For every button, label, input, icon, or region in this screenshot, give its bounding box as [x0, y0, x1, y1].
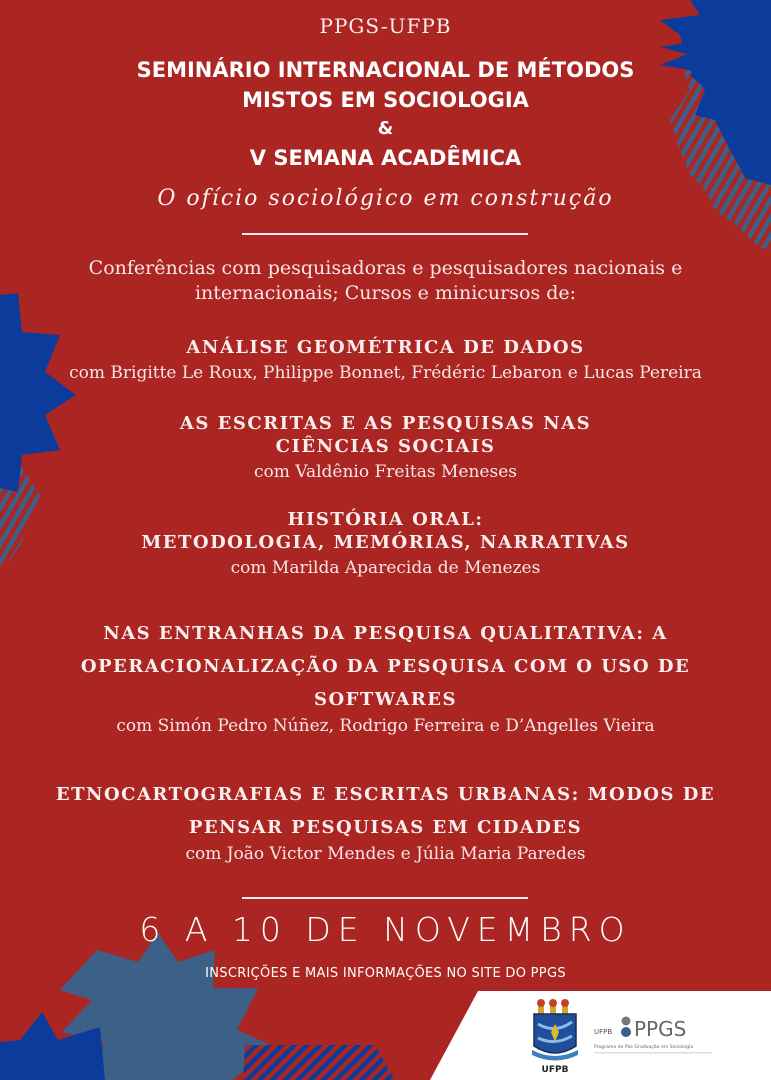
- striped-shape-bottom: [243, 1045, 395, 1080]
- course-title-line-1: AS ESCRITAS E AS PESQUISAS NAS: [179, 413, 592, 434]
- course-1: [0, 336, 771, 383]
- course-title-line-2: METODOLOGIA, MEMÓRIAS, NARRATIVAS: [141, 532, 630, 553]
- course-title-line-1: HISTÓRIA ORAL:: [287, 509, 484, 530]
- course-5: [0, 778, 771, 864]
- course-instructors: com Valdênio Freitas Meneses: [253, 462, 518, 482]
- svg-text:PPGS: PPGS: [634, 1017, 687, 1041]
- course-title-line-2: CIÊNCIAS SOCIAIS: [275, 436, 496, 457]
- event-title-line-2: MISTOS EM SOCIOLOGIA: [242, 88, 529, 112]
- course-title-line-1: NAS ENTRANHAS DA PESQUISA QUALITATIVA: A: [103, 623, 668, 644]
- course-title-line-2: PENSAR PESQUISAS EM CIDADES: [188, 817, 583, 838]
- course-title-line-1: ETNOCARTOGRAFIAS E ESCRITAS URBANAS: MODOS DE: [55, 784, 716, 805]
- svg-text:UFPB: UFPB: [541, 1065, 569, 1074]
- course-2: [0, 412, 771, 482]
- course-instructors: com João Victor Mendes e Júlia Maria Paredes: [185, 844, 586, 864]
- course-3: [0, 508, 771, 578]
- course-title: ANÁLISE GEOMÉTRICA DE DADOS: [186, 337, 585, 358]
- course-instructors: com Brigitte Le Roux, Philippe Bonnet, Frédéric Lebaron e Lucas Pereira: [69, 363, 702, 383]
- event-subtitle: O ofício sociológico em construção: [157, 186, 614, 211]
- intro-text: [0, 256, 771, 306]
- course-title-line-2: OPERACIONALIZAÇÃO DA PESQUISA COM O USO DE: [80, 656, 691, 677]
- svg-text:UFPB: UFPB: [594, 1028, 613, 1036]
- course-title-line-3: SOFTWARES: [313, 689, 458, 710]
- ampersand: &: [377, 118, 394, 139]
- intro-line-2: internacionais; Cursos e minicursos de:: [194, 282, 577, 304]
- ufpb-logo: [528, 998, 582, 1074]
- event-title-line-1: SEMINÁRIO INTERNACIONAL DE MÉTODOS: [136, 58, 635, 82]
- course-4: [0, 617, 771, 736]
- ppgs-logo: [594, 1010, 712, 1056]
- course-instructors: com Marilda Aparecida de Menezes: [230, 558, 541, 578]
- course-instructors: com Simón Pedro Núñez, Rodrigo Ferreira e D’Angelles Vieira: [116, 716, 655, 736]
- intro-line-1: Conferências com pesquisadoras e pesquisadores nacionais e: [88, 257, 683, 279]
- event-date: 6 A 10 DE NOVEMBRO: [139, 910, 632, 949]
- event-title-line-3: V SEMANA ACADÊMICA: [249, 146, 522, 170]
- divider-bottom: [242, 897, 528, 899]
- torch-icon: [537, 999, 569, 1014]
- organization-name: PPGS-UFPB: [319, 14, 452, 38]
- divider-top: [242, 233, 528, 235]
- svg-text:Programa de Pós-Graduação em S: Programa de Pós-Graduação em Sociologia: [594, 1045, 694, 1050]
- registration-info: INSCRIÇÕES E MAIS INFORMAÇÕES NO SITE DO PPGS: [205, 966, 566, 981]
